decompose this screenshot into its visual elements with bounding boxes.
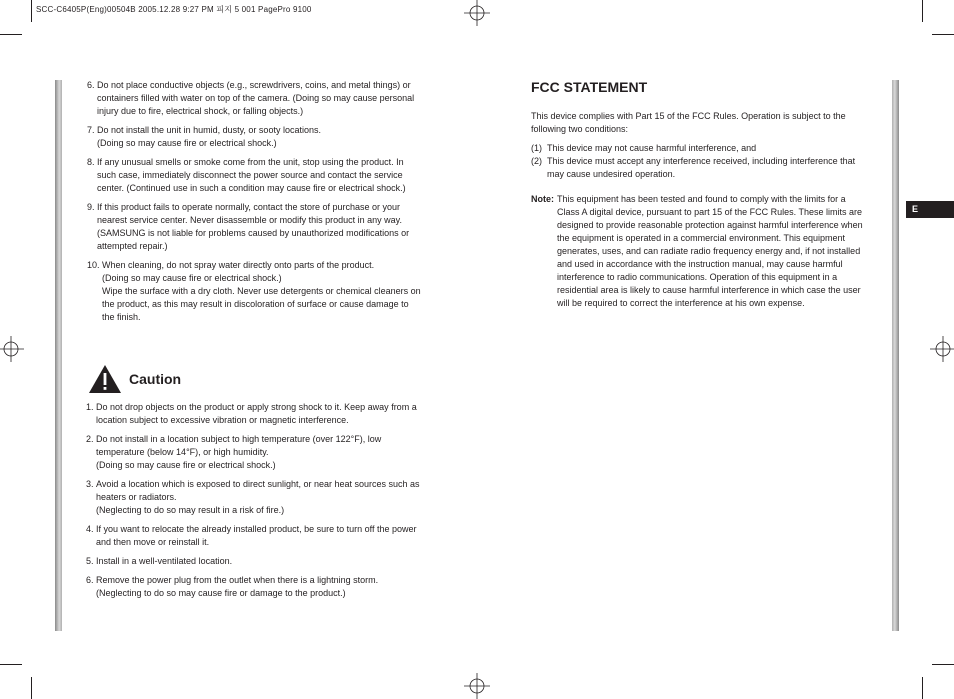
- item-text: Do not place conductive objects (e.g., screwdrivers, coins, and metal things) or containers filled with water on top of the camera. (Doing so may cause personal injury due to fire, electrical shock, or falling objects.): [97, 80, 415, 116]
- item-number: 7.: [87, 125, 98, 135]
- item-number: 9.: [87, 202, 98, 212]
- item-number: 10.: [87, 260, 103, 270]
- crop-mark-br-h: [932, 664, 954, 665]
- item-text: Wipe the surface with a dry cloth. Never use detergents or chemical cleaners on the product, as this may result in discoloration of surface or cause damage to the finish.: [102, 286, 421, 322]
- left-page-edge-bar: [55, 80, 62, 631]
- item-number: 3.: [86, 479, 97, 489]
- item-number: 6.: [87, 80, 98, 90]
- warning-triangle-icon: [88, 364, 122, 394]
- crop-mark-bl-v: [31, 677, 32, 699]
- crop-mark-tr-h: [932, 34, 954, 35]
- item-text: Do not install in a location subject to high temperature (over 122°F), low temperature (below 14°F), or high humidity.: [96, 434, 382, 457]
- item-number: 6.: [86, 575, 97, 585]
- caution-list: [86, 401, 422, 600]
- list-item: [86, 523, 422, 549]
- item-text: Do not drop objects on the product or apply strong shock to it. Keep away from a location subject to excessive vibration or magnetic interference.: [96, 402, 417, 425]
- crop-mark-br-v: [922, 677, 923, 699]
- fcc-note: [531, 193, 865, 310]
- list-item: [87, 259, 422, 324]
- crop-mark-tl-h: [0, 34, 22, 35]
- list-item: [87, 79, 422, 118]
- language-tab: [906, 201, 954, 218]
- note-text: This equipment has been tested and found to comply with the limits for a Class A digital device, pursuant to part 15 of the FCC Rules. These limits are designed to provide reasonable protection against harmful interference when the equipment is operated in a commercial environment. This equipment generates, uses, and can radiate radio frequency energy and, if not installed and used in accordance with the instruction manual, may cause harmful interference to radio communications. Operation of this equipment in a residential area is likely to cause harmful interference in which case the user will be required to correct the interference at his own expense.: [557, 194, 863, 308]
- list-item: [86, 401, 422, 427]
- item-number: 4.: [86, 524, 97, 534]
- registration-mark-right-icon: [928, 336, 954, 362]
- fcc-title: FCC STATEMENT: [531, 79, 648, 95]
- item-number: 8.: [87, 157, 98, 167]
- registration-mark-bottom-icon: [464, 673, 490, 699]
- item-text: (Doing so may cause fire or electrical shock.): [102, 273, 282, 283]
- safety-list-continued: [87, 79, 422, 324]
- list-item: [87, 124, 422, 150]
- condition-text: This device may not cause harmful interference, and: [547, 143, 757, 153]
- condition-number: (1): [531, 143, 548, 153]
- item-text: If any unusual smells or smoke come from the unit, stop using the product. In such case, immediately disconnect the power source and contact the service center. (Continued use in such a condition may cause fire or electrical shock.): [97, 157, 406, 193]
- registration-mark-left-icon: [0, 336, 26, 362]
- item-text: Do not install the unit in humid, dusty, or sooty locations.: [97, 125, 321, 135]
- item-text: If this product fails to operate normally, contact the store of purchase or your nearest service center. Never disassemble or modify this product in any way. (SAMSUNG is not liable for problems caused by unauthorized modifications or attempted repair.): [97, 202, 410, 251]
- list-item: [87, 201, 422, 253]
- condition-number: (2): [531, 156, 548, 166]
- note-label: Note:: [531, 194, 554, 204]
- right-page-edge-bar: [892, 80, 899, 631]
- registration-mark-top-icon: [464, 0, 490, 26]
- list-item: [531, 155, 865, 181]
- crop-mark-bl-h: [0, 664, 22, 665]
- item-number: 5.: [86, 556, 97, 566]
- item-text: Remove the power plug from the outlet when there is a lightning storm.: [96, 575, 379, 585]
- item-text: (Doing so may cause fire or electrical shock.): [96, 460, 276, 470]
- item-text: (Doing so may cause fire or electrical shock.): [97, 138, 277, 148]
- item-text: Install in a well-ventilated location.: [96, 556, 233, 566]
- caution-title: Caution: [129, 371, 182, 387]
- language-tab-label: E: [912, 204, 919, 214]
- list-item: [86, 574, 422, 600]
- item-number: 2.: [86, 434, 97, 444]
- item-text: When cleaning, do not spray water directly onto parts of the product.: [102, 260, 375, 270]
- item-text: Avoid a location which is exposed to direct sunlight, or near heat sources such as heaters or radiators.: [96, 479, 420, 502]
- item-text: (Neglecting to do so may cause fire or damage to the product.): [96, 588, 346, 598]
- list-item: [86, 478, 422, 517]
- caution-heading: [88, 364, 181, 394]
- list-item: [86, 433, 422, 472]
- print-header: SCC-C6405P(Eng)00504B 2005.12.28 9:27 PM 피지 5 001 PagePro 9100: [36, 5, 312, 14]
- list-item: [531, 142, 865, 155]
- crop-mark-tl-v: [31, 0, 32, 22]
- condition-text: This device must accept any interference received, including interference that may cause undesired operation.: [547, 156, 856, 179]
- item-text: If you want to relocate the already installed product, be sure to turn off the power and then move or reinstall it.: [96, 524, 417, 547]
- fcc-conditions: [531, 142, 865, 181]
- item-number: 1.: [86, 402, 97, 412]
- fcc-intro: This device complies with Part 15 of the FCC Rules. Operation is subject to the following two conditions:: [531, 111, 846, 134]
- list-item: [86, 555, 422, 568]
- item-text: (Neglecting to do so may result in a risk of fire.): [96, 505, 285, 515]
- list-item: [87, 156, 422, 195]
- crop-mark-tr-v: [922, 0, 923, 22]
